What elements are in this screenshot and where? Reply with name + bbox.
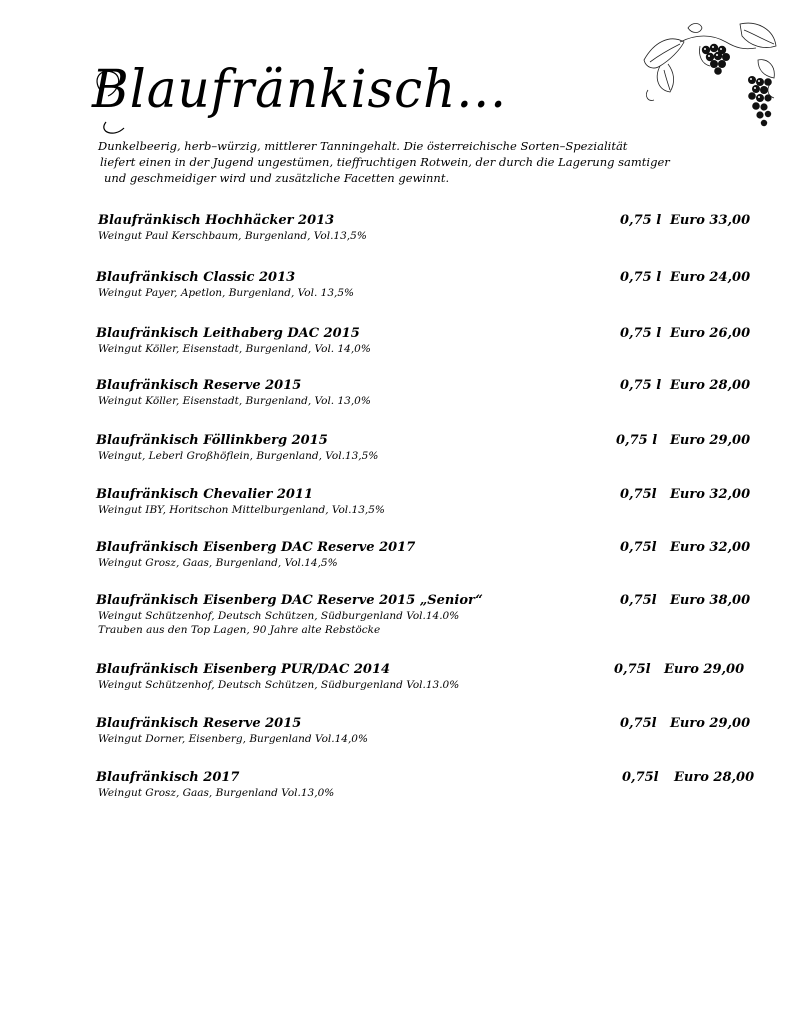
wine-entry	[96, 325, 756, 356]
wine-volume: 0,75l	[620, 487, 657, 502]
wine-name: Blaufränkisch Leithaberg DAC 2015	[96, 326, 360, 341]
wine-volume: 0,75l	[620, 716, 657, 731]
wine-entry	[96, 432, 756, 463]
wine-name: Blaufränkisch Föllinkberg 2015	[96, 433, 328, 448]
intro-line: liefert einen in der Jugend ungestümen, tieffruchtigen Rotwein, der durch die Lagerung samtiger	[100, 155, 670, 169]
wine-details: Weingut, Leberl Großhöflein, Burgenland, Vol.13,5%	[98, 450, 379, 462]
wine-entry	[96, 212, 756, 243]
wine-price: Euro 32,00	[670, 540, 751, 555]
wine-price: Euro 29,00	[664, 662, 745, 677]
wine-price: Euro 28,00	[670, 378, 751, 393]
wine-entry	[96, 769, 756, 800]
wine-details: Weingut Schützenhof, Deutsch Schützen, Südburgenland Vol.14.0%	[98, 610, 460, 622]
wine-volume: 0,75l	[620, 540, 657, 555]
wine-volume: 0,75 l	[620, 270, 662, 285]
wine-price: Euro 38,00	[670, 593, 751, 608]
wine-price: Euro 29,00	[670, 716, 751, 731]
wine-entry	[96, 539, 756, 570]
wine-name: Blaufränkisch Reserve 2015	[96, 716, 302, 731]
wine-entry	[96, 269, 756, 300]
wine-entry	[96, 592, 756, 637]
wine-details: Weingut Payer, Apetlon, Burgenland, Vol. 13,5%	[98, 287, 355, 299]
intro-line: Dunkelbeerig, herb–würzig, mittlerer Tanningehalt. Die österreichische Sorten–Spezialität	[98, 139, 628, 153]
wine-details: Weingut Grosz, Gaas, Burgenland, Vol.14,5%	[98, 557, 338, 569]
wine-details: Weingut Dorner, Eisenberg, Burgenland Vol.14,0%	[98, 733, 368, 745]
wine-price: Euro 32,00	[670, 487, 751, 502]
intro-line: und geschmeidiger wird und zusätzliche Facetten gewinnt.	[104, 171, 450, 185]
wine-price: Euro 33,00	[670, 213, 751, 228]
wine-price: Euro 24,00	[670, 270, 751, 285]
wine-name: Blaufränkisch Eisenberg DAC Reserve 2015 „Senior“	[96, 593, 483, 608]
wine-details: Weingut Köller, Eisenstadt, Burgenland, Vol. 14,0%	[98, 343, 371, 355]
wine-note: Trauben aus den Top Lagen, 90 Jahre alte Rebstöcke	[98, 624, 381, 636]
wine-name: Blaufränkisch 2017	[96, 770, 240, 785]
wine-volume: 0,75 l	[620, 213, 662, 228]
wine-price: Euro 28,00	[674, 770, 755, 785]
wine-details: Weingut Schützenhof, Deutsch Schützen, Südburgenland Vol.13.0%	[98, 679, 460, 691]
wine-entry	[96, 486, 756, 517]
wine-volume: 0,75l	[622, 770, 659, 785]
wine-volume: 0,75 l	[620, 378, 662, 393]
grape-vine-illustration	[640, 20, 780, 130]
wine-name: Blaufränkisch Chevalier 2011	[96, 487, 314, 502]
wine-name: Blaufränkisch Reserve 2015	[96, 378, 302, 393]
intro-text	[98, 138, 698, 186]
wine-name: Blaufränkisch Classic 2013	[96, 270, 296, 285]
wine-price: Euro 26,00	[670, 326, 751, 341]
wine-details: Weingut Grosz, Gaas, Burgenland Vol.13,0%	[98, 787, 335, 799]
wine-entry	[96, 377, 756, 408]
wine-entry	[96, 715, 756, 746]
wine-name: Blaufränkisch Hochhäcker 2013	[98, 213, 335, 228]
wine-price: Euro 29,00	[670, 433, 751, 448]
wine-volume: 0,75 l	[620, 326, 662, 341]
wine-name: Blaufränkisch Eisenberg PUR/DAC 2014	[96, 662, 391, 677]
wine-details: Weingut Köller, Eisenstadt, Burgenland, Vol. 13,0%	[98, 395, 371, 407]
wine-details: Weingut Paul Kerschbaum, Burgenland, Vol.13,5%	[98, 230, 367, 242]
wine-details: Weingut IBY, Horitschon Mittelburgenland, Vol.13,5%	[98, 504, 385, 516]
wine-volume: 0,75l	[614, 662, 651, 677]
wine-volume: 0,75 l	[616, 433, 658, 448]
wine-entry	[96, 661, 756, 692]
page-title: Blaufränkisch...	[92, 58, 507, 120]
wine-volume: 0,75l	[620, 593, 657, 608]
wine-name: Blaufränkisch Eisenberg DAC Reserve 2017	[96, 540, 416, 555]
